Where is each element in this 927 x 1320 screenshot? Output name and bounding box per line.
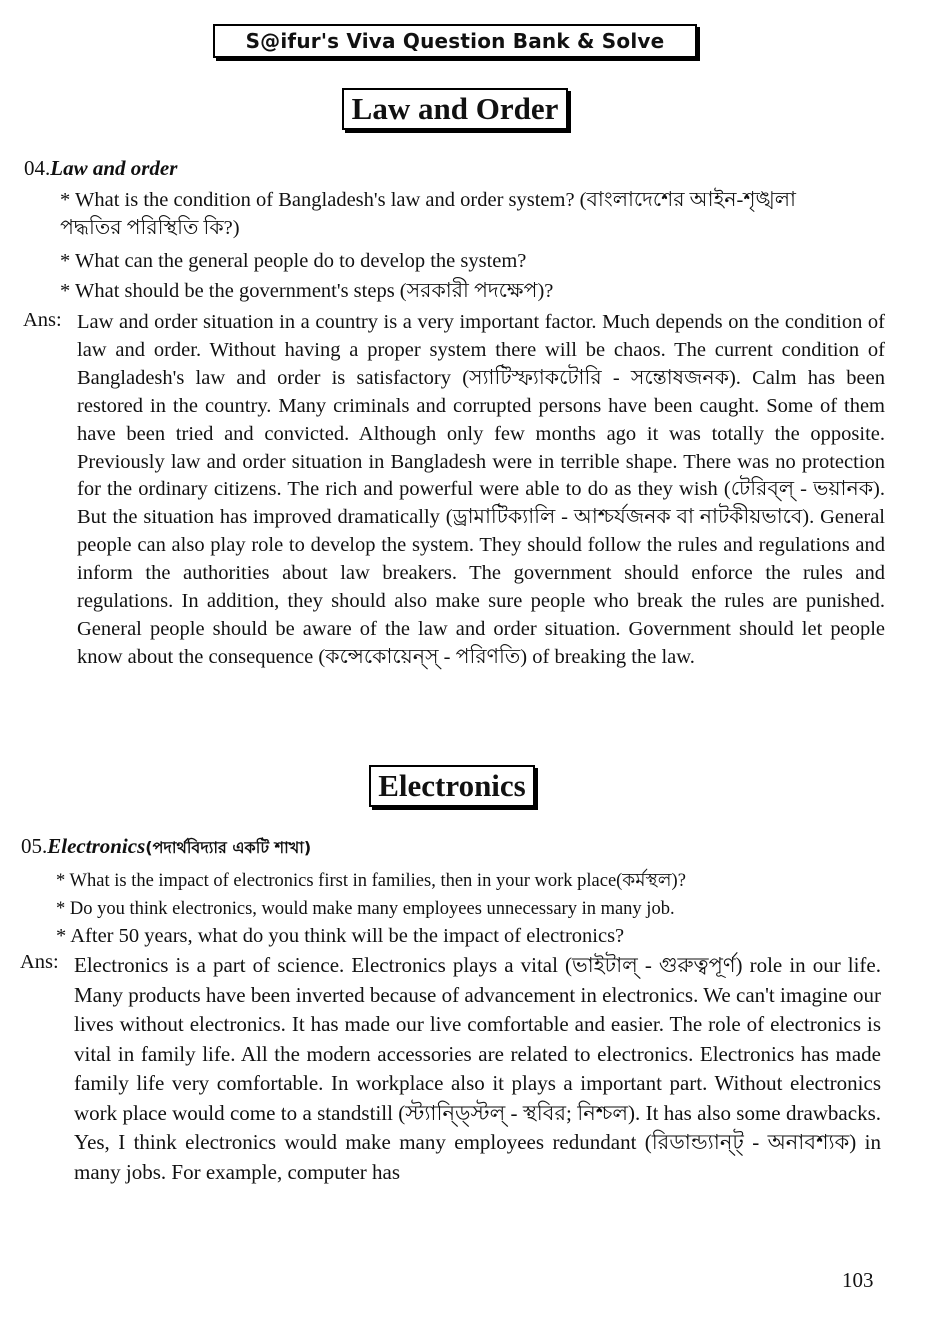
section-heading-electronics: Electronics [369,765,535,807]
question-bullet: * What can the general people do to develop the system? [60,250,527,272]
question-number: 05. [21,834,48,858]
page-number: 103 [842,1268,874,1292]
question-bullet: * What should be the government's steps (সরকারী পদক্ষেপ)? [60,280,554,302]
page-header-title: S@ifur's Viva Question Bank & Solve [213,24,697,58]
question-bullet: * Do you think electronics, would make many employees unnecessary in many job. [56,899,675,919]
question-bullet: * After 50 years, what do you think will be the impact of electronics? [56,925,625,947]
answer-text: Law and order situation in a country is a very important factor. Much depends on the condition of law and order. Without having a proper system there will be chaos. The current condition of Bangladesh's law and order is satisfactory (স্যাটিস্ফ্যাকটোরি - সন্তোষজনক). Calm has been restored in the country. Many criminals and corrupted persons have been caught. Some of them have been tried and convicted. Although only few months ago it was totally the opposite. Previously law and order situation in Bangladesh were in terrible shape. There was no protection for the ordinary citizens. The rich and powerful were able to do as they wish (টেরিব্ল্ - ভয়ানক). But the situation has improved dramatically (ড্রামাটিক্যালি - আশ্চর্যজনক বা নাটকীয়ভাবে). General people can also play role to develop the system. They should follow the rules and regulations and inform the authorities about law breakers. The government should enforce the rules and regulations. In addition, they should also make sure people who break the rules are punished. General people should be aware of the law and order situation. Government should let people know about the consequence (কন্সেকোয়েন্স্ - পরিণতি) of breaking the law. [77,311,885,668]
question-heading [21,834,311,862]
section-heading-law-and-order: Law and Order [342,88,568,130]
question-title: Law and order [50,156,178,180]
answer-label: Ans: [20,951,59,973]
question-bullet: * What is the condition of Bangladesh's law and order system? (বাংলাদেশের আইন-শৃঙ্খলা পদ্ধতির পরিস্থিতি কি?) [60,189,796,239]
answer-label: Ans: [23,309,62,331]
question-title-bengali: (পদার্থবিদ্যার একটি শাখা) [145,838,312,857]
question-title: Electronics [47,834,146,858]
question-number: 04. [24,156,51,180]
answer-text: Electronics is a part of science. Electronics plays a vital (ভাইটাল্ - গুরুত্বপূর্ণ) role in our life. Many products have been inverted because of advancement in electronics. We can't imagine our lives without electronics. It has made our live comfortable and easier. The role of electronics is vital in family life. All the modern accessories are related to electronics. Electronics has made family life very comfortable. In workplace also it plays a important part. Without electronics work place would come to a standstill (স্ট্যান্ড্স্টিল্ - স্থবির; নিশ্চল). It has also some drawbacks. Yes, I think electronics would make many employees redundant (রিডান্ড্যান্ট্ - অনাবশ্যক) in many jobs. For example, computer has [74,953,881,1184]
question-heading [24,156,177,181]
question-bullet: * What is the impact of electronics first in families, then in your work place(কর্মস্থল)? [56,871,686,891]
